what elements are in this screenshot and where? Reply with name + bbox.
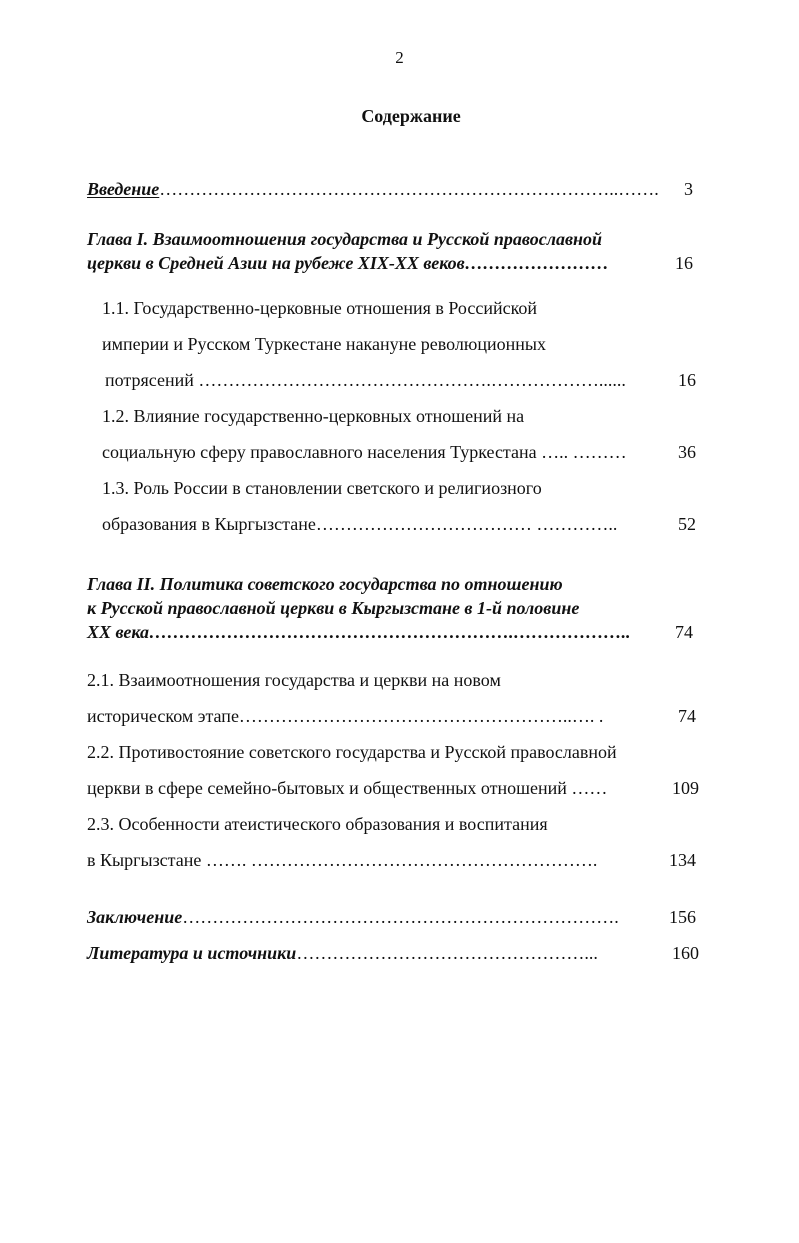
section-1-2-page-number: 36 (678, 442, 696, 462)
section-1-3-line1: 1.3. Роль России в становлении светского и религиозного (102, 478, 542, 498)
section-2-2-page-number: 109 (672, 778, 699, 798)
chapter2-title-line3: XX века…………………………………………………….……………….. (87, 622, 631, 642)
chapter2-title-line2: к Русской православной церкви в Кыргызстане в 1-й половине (87, 598, 580, 618)
literature-page-number: 160 (672, 943, 699, 963)
conclusion-page-number: 156 (669, 907, 696, 927)
section-1-2-line1: 1.2. Влияние государственно-церковных отношений на (102, 406, 525, 426)
literature-leader-dots: …………………………………………... (296, 943, 598, 963)
chapter2-page-number: 74 (675, 622, 693, 642)
section-2-2-line1: 2.2. Противостояние советского государства и Русской православной (87, 742, 617, 762)
section-2-3-line1: 2.3. Особенности атеистического образования и воспитания (87, 814, 548, 834)
toc-entry-literature (87, 942, 598, 964)
conclusion-leader-dots: ………………………………………………………………. (182, 907, 619, 927)
conclusion-label: Заключение (87, 907, 183, 927)
intro-leader-dots: …………………………………………………………………..……. (159, 179, 659, 199)
section-1-1-line3: потрясений ………………………………………….………………...... (105, 370, 626, 390)
section-1-1-page-number: 16 (678, 370, 696, 390)
section-1-1-line1: 1.1. Государственно-церковные отношения в Российской (102, 298, 538, 318)
chapter1-title-line1: Глава I. Взаимоотношения государства и Русской православной (87, 229, 602, 249)
toc-entry-conclusion (87, 906, 619, 928)
section-1-3-line2: образования в Кыргызстане……………………………… ………….. (102, 514, 618, 534)
intro-label: Введение (87, 179, 160, 199)
literature-label: Литература и источники (87, 943, 297, 963)
page-number: 2 (395, 48, 404, 67)
toc-entry-introduction (87, 178, 659, 200)
chapter2-title-line1: Глава II. Политика советского государства по отношению (87, 574, 563, 594)
section-1-3-page-number: 52 (678, 514, 696, 534)
section-1-1-line2: империи и Русском Туркестане накануне революционных (102, 334, 546, 354)
toc-title: Содержание (361, 106, 461, 126)
chapter1-title-line2: церкви в Средней Азии на рубеже XIX-XX веков…………………… (87, 253, 609, 273)
section-2-2-line2: церкви в сфере семейно-бытовых и общественных отношений …… (87, 778, 608, 798)
section-2-1-page-number: 74 (678, 706, 696, 726)
section-2-3-page-number: 134 (669, 850, 696, 870)
section-2-3-line2: в Кыргызстане ……. …………………………………………………. (87, 850, 598, 870)
section-2-1-line1: 2.1. Взаимоотношения государства и церкви на новом (87, 670, 501, 690)
chapter1-page-number: 16 (675, 253, 693, 273)
intro-page-number: 3 (684, 179, 693, 199)
section-1-2-line2: социальную сферу православного населения Туркестана ….. ……… (102, 442, 627, 462)
section-2-1-line2: историческом этапе………………………………………………..…. . (87, 706, 604, 726)
